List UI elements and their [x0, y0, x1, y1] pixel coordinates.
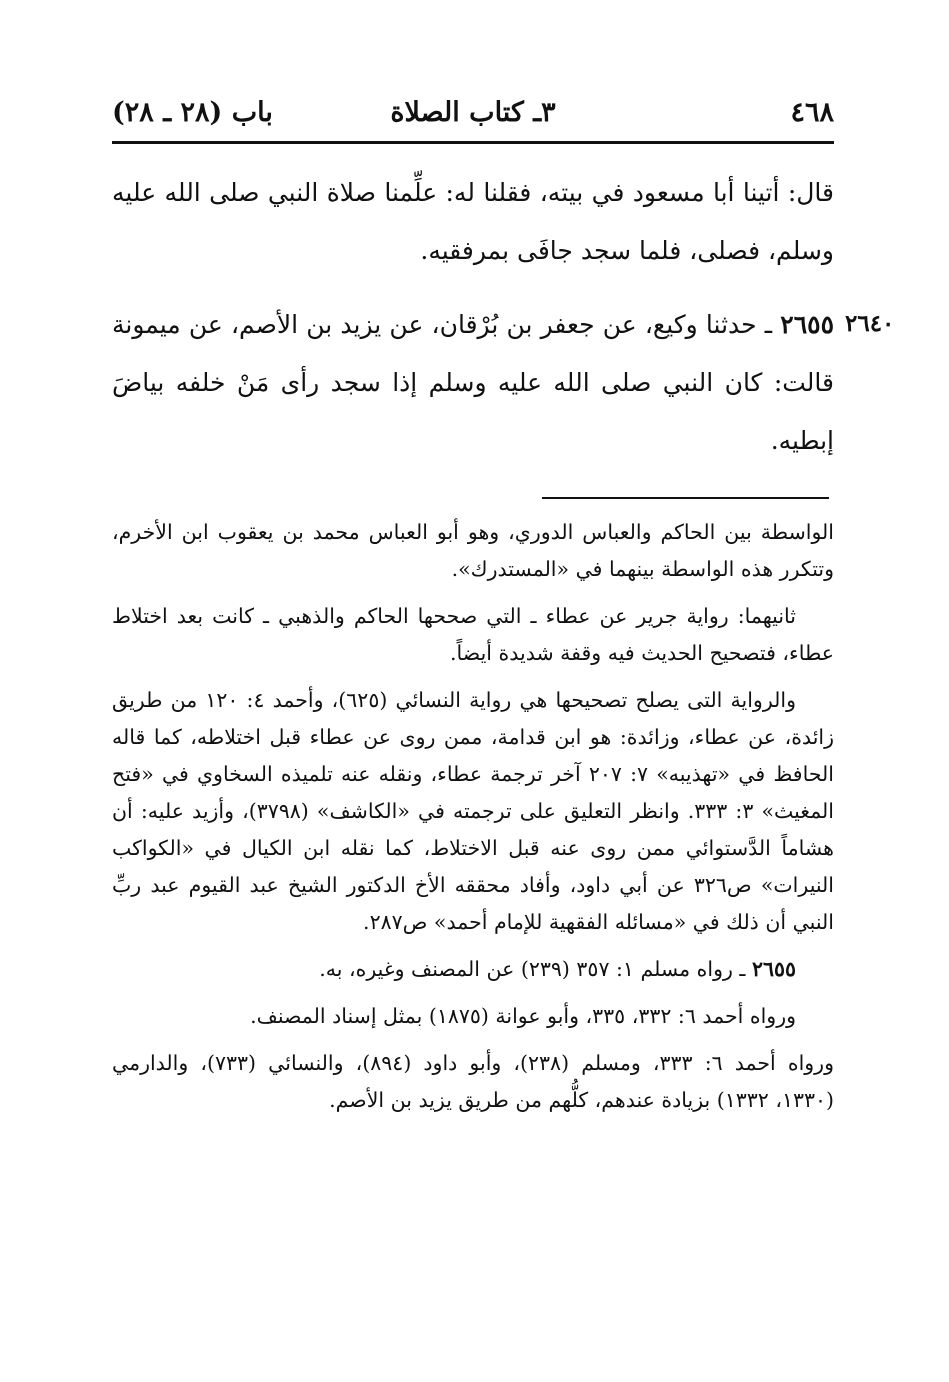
footnote-divider: [542, 497, 829, 499]
page-number: ٤٦٨: [790, 97, 834, 128]
chapter-title: ٣ـ كتاب الصلاة: [390, 97, 556, 128]
footnote-hadith-number: ٢٦٥٥: [751, 957, 796, 981]
footnote-paragraph: ورواه أحمد ٦: ٣٣٢، ٣٣٥، وأبو عوانة (١٨٧٥) بمثل إسناد المصنف.: [250, 1004, 796, 1028]
footnote-paragraph: والرواية التى يصلح تصحيحها هي رواية النسائي (٦٢٥)، وأحمد ٤: ١٢٠ من طريق زائدة، عن عطاء، وزائدة: هو ابن قدامة، ممن روى عن عطاء قبل اختلاطه، كما قاله الحافظ في «تهذيبه» ٧: ٢٠٧ آخر ترجمة عطاء، ونقله عنه تلميذه السخاوي في «فتح المغيث» ٣: ٣٣٣. وانظر التعليق على ترجمته في «الكاشف» (٣٧٩٨)، وأزيد عليه: أن هشاماً الدَّستوائي ممن روى عنه قبل الاختلاط، كما نقله ابن الكيال في «الكواكب النيرات» ص٣٢٦ عن أبي داود، وأفاد محققه الأخ الدكتور الشيخ عبد القيوم عبد ربِّ النبي أن ذلك في «مسائله الفقهية للإمام أحمد» ص٢٨٧.: [112, 688, 835, 934]
footnote-paragraph: ورواه أحمد ٦: ٣٣٣، ومسلم (٢٣٨)، وأبو داود (٨٩٤)، والنسائي (٧٣٣)، والدارمي (١٣٣٠، ١٣٣٢) بزيادة عندهم، كلُّهم من طريق يزيد بن الأصم.: [112, 1051, 834, 1112]
footnote-hadith-source: [112, 951, 834, 988]
page-header: [112, 92, 834, 134]
margin-reference-number: ٢٦٤٠: [845, 310, 895, 337]
section-title: باب (٢٨ ـ ٢٨): [112, 97, 273, 128]
footnotes: [112, 514, 834, 1129]
footnote-paragraph: ثانيهما: رواية جرير عن عطاء ـ التي صححها الحاكم والذهبي ـ كانت بعد اختلاط عطاء، فتصحيح الحديث فيه وقفة شديدة أيضاً.: [112, 604, 834, 665]
hadith-text: ـ حدثنا وكيع، عن جعفر بن بُرْقان، عن يزيد بن الأصم، عن ميمونة قالت: كان النبي صلى الله عليه وسلم إذا سجد رأى مَنْ خلفه بياضَ إبطيه.: [112, 310, 834, 455]
footnote-continuation: الواسطة بين الحاكم والعباس الدوري، وهو أبو العباس محمد بن يعقوب ابن الأخرم، وتتكرر هذه الواسطة بينهما في «المستدرك».: [112, 520, 834, 581]
footnote-hadith-text: ـ رواه مسلم ١: ٣٥٧ (٢٣٩) عن المصنف وغيره، به.: [319, 957, 746, 981]
header-divider: [112, 141, 834, 144]
hadith-number: ٢٦٥٥: [780, 310, 834, 339]
main-paragraph: قال: أتينا أبا مسعود في بيته، فقلنا له: علِّمنا صلاة النبي صلى الله عليه وسلم، فصلى، فلما سجد جافَى بمرفقيه.: [112, 178, 834, 265]
hadith-paragraph: [112, 296, 834, 470]
